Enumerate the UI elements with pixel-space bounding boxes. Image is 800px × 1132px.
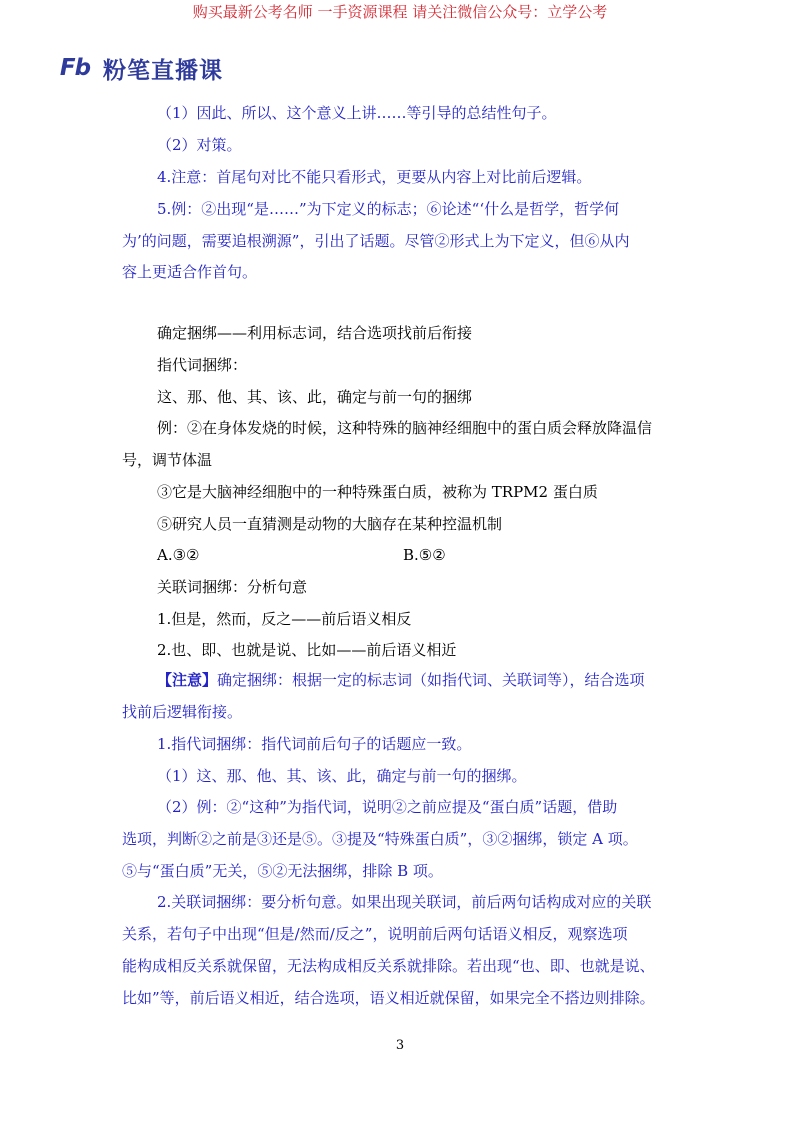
text-line: 这、那、他、其、该、此，确定与前一句的捆绑 xyxy=(157,388,473,406)
text-line: 号，调节体温 xyxy=(122,451,213,469)
text-line: 关系，若句子中出现“但是/然而/反之”，说明前后两句话语义相反，观察选项 xyxy=(122,925,628,943)
text-line: 找前后逻辑衔接。 xyxy=(122,703,243,721)
page-number: 3 xyxy=(395,1038,405,1053)
text-line: 1.指代词捆绑：指代词前后句子的话题应一致。 xyxy=(157,735,472,753)
fb-logo-icon: Fb xyxy=(59,55,91,81)
text-line: 例：②在身体发烧的时候，这种特殊的脑神经细胞中的蛋白质会释放降温信 xyxy=(157,419,653,437)
note-line xyxy=(157,670,737,690)
text-line: 为’的问题，需要追根溯源”，引出了话题。尽管②形式上为下定义，但⑥从内 xyxy=(122,232,630,250)
option-b: B.⑤② xyxy=(403,546,446,564)
text-line: 容上更适合作首句。 xyxy=(122,263,258,281)
text-line: （2）对策。 xyxy=(157,136,242,154)
brand-name: 粉笔直播课 xyxy=(103,57,223,84)
text-line: （1）这、那、他、其、该、此，确定与前一句的捆绑。 xyxy=(157,767,527,785)
text-line: （2）例：②“这种”为指代词，说明②之前应提及“蛋白质”话题，借助 xyxy=(157,798,618,816)
brand-logo xyxy=(57,54,223,82)
text-line: （1）因此、所以、这个意义上讲……等引导的总结性句子。 xyxy=(157,104,557,122)
text-line: 能构成相反关系就保留，无法构成相反关系就排除。若出现“也、即、也就是说、 xyxy=(122,957,655,975)
text-line: 2.关联词捆绑：要分析句意。如果出现关联词，前后两句话构成对应的关联 xyxy=(157,893,652,911)
text-line: ⑤与“蛋白质”无关，⑤②无法捆绑，排除 B 项。 xyxy=(122,862,443,880)
text-line: 5.例：②出现“是……”为下定义的标志；⑥论述“‘什么是哲学，哲学何 xyxy=(157,200,620,218)
text-line: 关联词捆绑：分析句意 xyxy=(157,578,308,596)
text-line: 1.但是，然而，反之——前后语义相反 xyxy=(157,610,412,628)
text-line: 4.注意：首尾句对比不能只看形式，更要从内容上对比前后逻辑。 xyxy=(157,168,592,186)
text-line: ③它是大脑神经细胞中的一种特殊蛋白质，被称为 TRPM2 蛋白质 xyxy=(157,483,598,501)
text-line: 指代词捆绑： xyxy=(157,356,248,374)
text-line: 2.也、即、也就是说、比如——前后语义相近 xyxy=(157,641,457,659)
option-a: A.③② xyxy=(157,546,200,564)
text-line: ⑤研究人员一直猜测是动物的大脑存在某种控温机制 xyxy=(157,515,503,533)
note-tag: 【注意】 xyxy=(157,671,218,689)
text-line: 选项，判断②之前是③还是⑤。③提及“特殊蛋白质”，③②捆绑，锁定 A 项。 xyxy=(122,830,638,848)
note-text: 确定捆绑：根据一定的标志词（如指代词、关联词等），结合选项 xyxy=(217,671,645,689)
section-heading: 确定捆绑——利用标志词，结合选项找前后衔接 xyxy=(157,324,473,342)
top-banner: 购买最新公考名师 一手资源课程 请关注微信公众号：立学公考 xyxy=(192,3,608,21)
text-line: 比如”等，前后语义相近，结合选项，语义相近就保留，如果完全不搭边则排除。 xyxy=(122,989,655,1007)
